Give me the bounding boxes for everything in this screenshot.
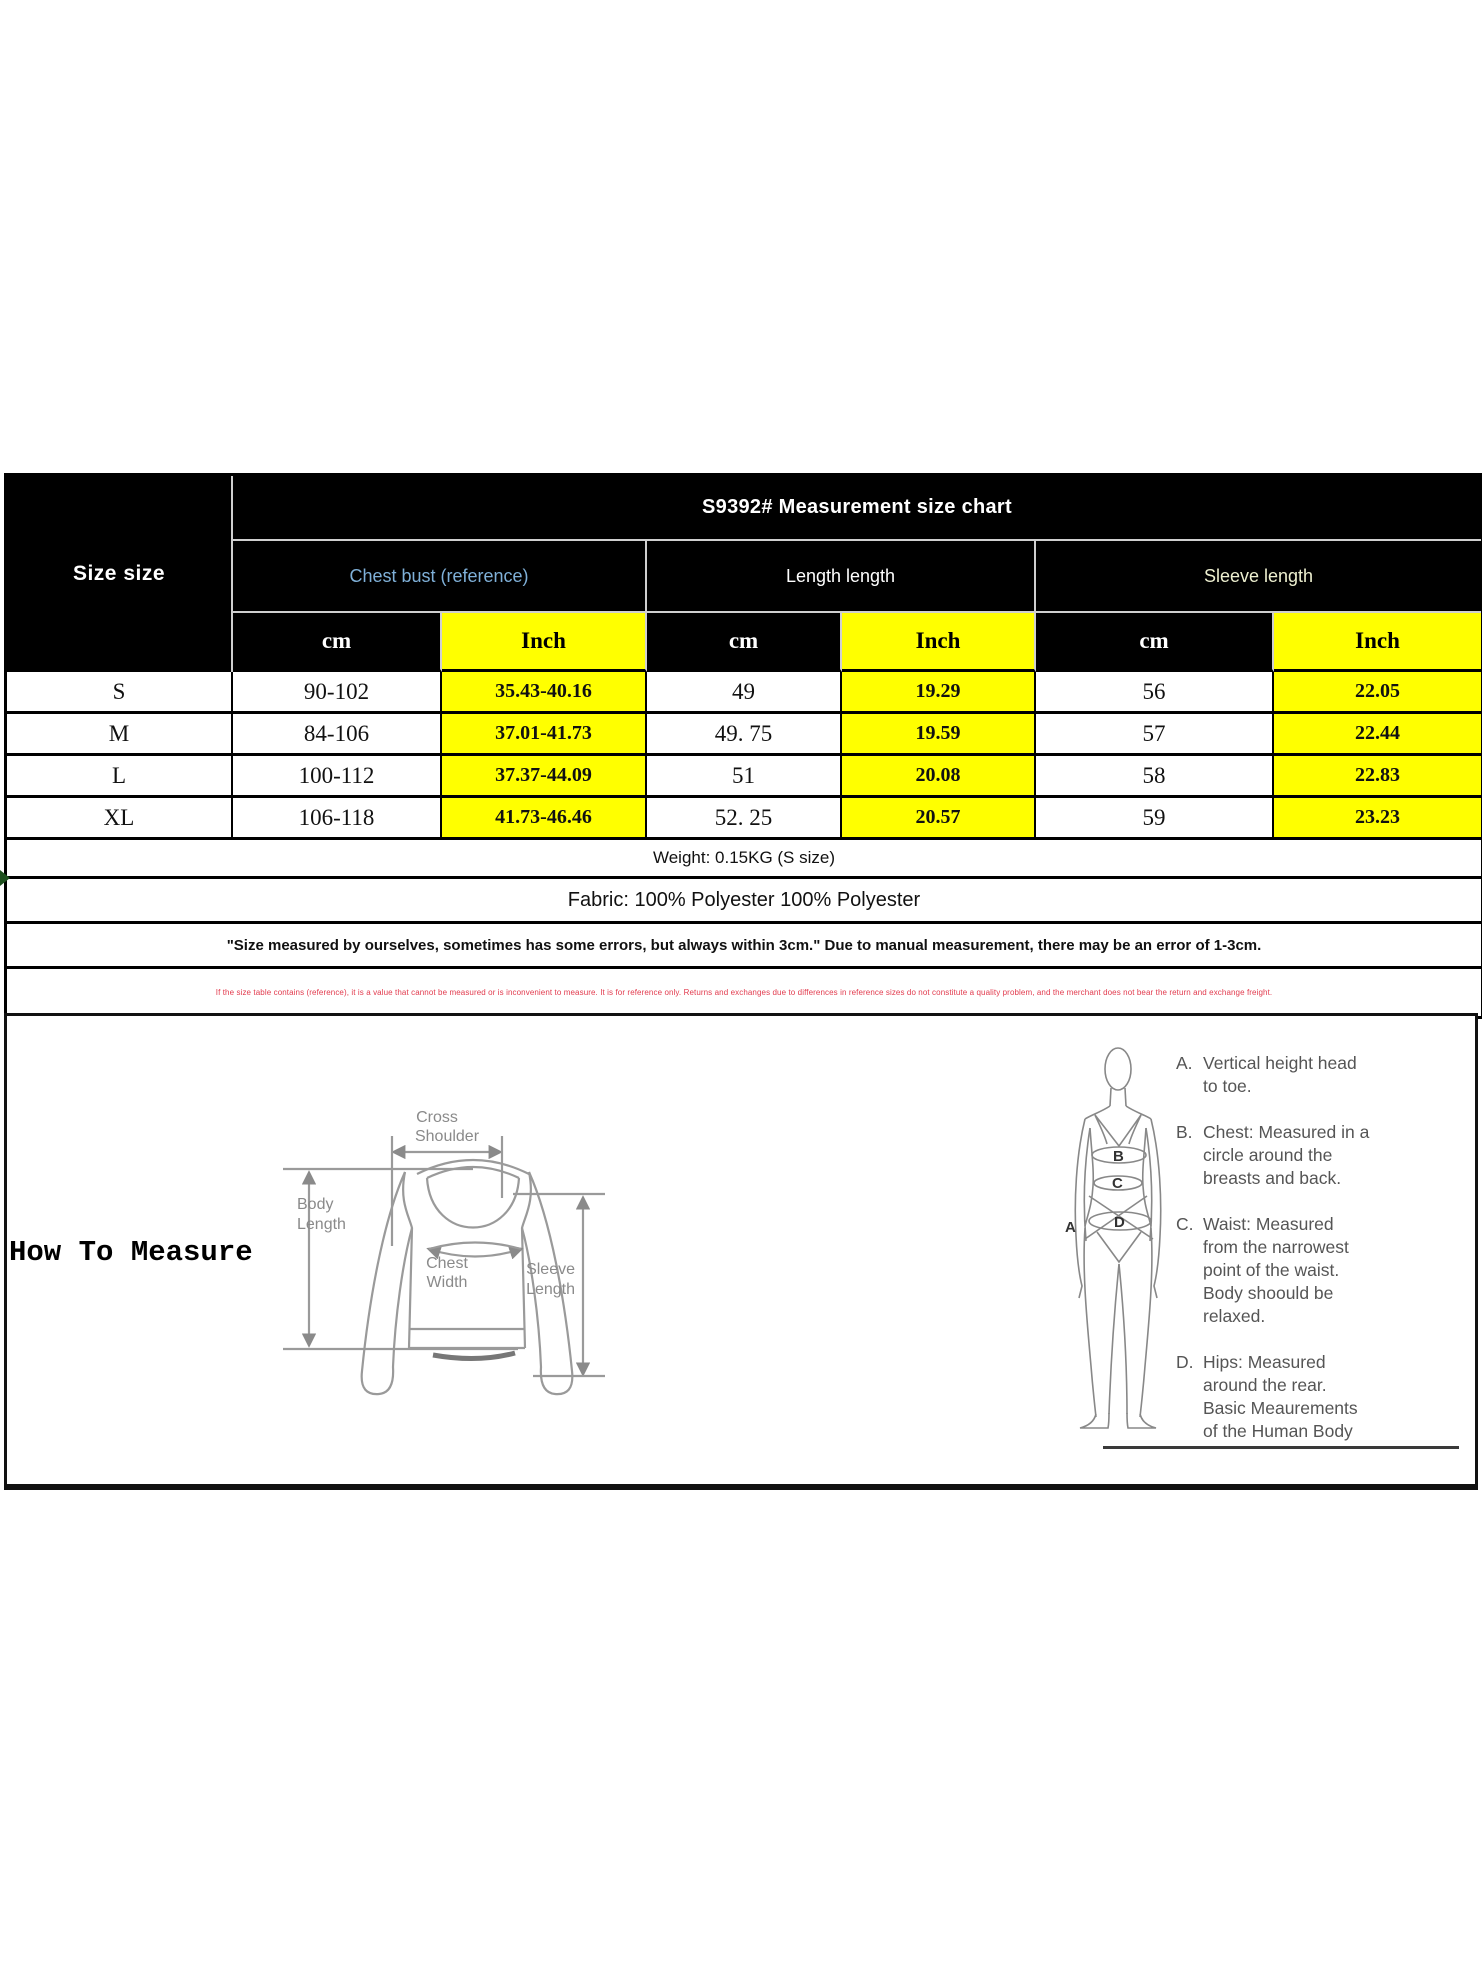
table-cell: 57 [1036,714,1274,756]
fabric-note: Fabric: 100% Polyester 100% Polyester [7,879,1481,924]
body-length-label: Length [297,1216,346,1233]
table-cell: 22.44 [1274,714,1481,756]
body-outline [1075,1048,1160,1428]
table-cell-size: S [7,672,233,714]
table-cell: 23.23 [1274,798,1481,840]
group-header-sleeve: Sleeve length [1036,541,1481,613]
table-cell-size: XL [7,798,233,840]
table-cell: 51 [647,756,842,798]
table-title: S9392# Measurement size chart [233,476,1481,541]
unit-header-inch: Inch [842,613,1036,672]
green-wedge-marker [0,870,10,886]
cross-shoulder-label: Cross [416,1109,458,1126]
table-cell: 59 [1036,798,1274,840]
table-cell: 90-102 [233,672,442,714]
cross-shoulder-label: Shoulder [414,1128,480,1145]
unit-header-cm: cm [233,613,442,672]
size-column-header: Size size [7,476,233,672]
group-header-length: Length length [647,541,1036,613]
table-cell: 20.08 [842,756,1036,798]
table-cell: 84-106 [233,714,442,756]
table-cell: 22.05 [1274,672,1481,714]
instruction-item-d [1176,1351,1461,1443]
table-cell: 41.73-46.46 [442,798,647,840]
table-cell: 22.83 [1274,756,1481,798]
how-to-measure-heading: How To Measure [9,1236,253,1269]
instruction-letter: D. [1176,1352,1194,1372]
instruction-item-b [1176,1121,1461,1190]
table-cell: 58 [1036,756,1274,798]
instruction-letter: B. [1176,1122,1193,1142]
table-cell: 37.01-41.73 [442,714,647,756]
table-cell: 35.43-40.16 [442,672,647,714]
measurement-size-table [4,473,1482,1019]
table-cell: 49. 75 [647,714,842,756]
unit-header-cm: cm [647,613,842,672]
table-cell-size: L [7,756,233,798]
table-cell: 49 [647,672,842,714]
table-cell: 100-112 [233,756,442,798]
figure-letter-d: D [1114,1214,1125,1231]
instruction-text: Hips: Measured around the rear. Basic Meaurements of the Human Body [1203,1352,1358,1441]
chest-width-label: Width [426,1274,468,1291]
how-to-measure-section [4,1013,1478,1490]
sleeve-length-label: Sleeve [526,1261,575,1278]
sleeve-length-label: Length [526,1281,575,1298]
unit-header-cm: cm [1036,613,1274,672]
chest-width-label: Chest [426,1255,468,1272]
instruction-text: Chest: Measured in a circle around the breasts and back. [1203,1122,1370,1188]
fine-print-note: If the size table contains (reference), it is a value that cannot be measured or is inconvenient to measure. It is for reference only. Returns and exchanges due to differences in reference sizes do not constitute a quality problem, and the merchant does not bear the return and exchange freight. [7,969,1481,1016]
weight-note: Weight: 0.15KG (S size) [7,840,1481,879]
table-cell: 106-118 [233,798,442,840]
table-cell: 20.57 [842,798,1036,840]
unit-header-inch: Inch [1274,613,1481,672]
table-cell: 19.59 [842,714,1036,756]
instruction-item-a [1176,1052,1461,1098]
figure-letter-c: C [1112,1175,1123,1192]
instruction-item-c [1176,1213,1461,1328]
instruction-text: Waist: Measured from the narrowest point of the waist. Body shoould be relaxed. [1203,1214,1349,1326]
instruction-letter: A. [1176,1053,1193,1073]
body-length-label: Body [297,1196,334,1213]
unit-header-inch: Inch [442,613,647,672]
table-cell: 37.37-44.09 [442,756,647,798]
instruction-text: Vertical height head to toe. [1203,1053,1357,1096]
table-cell: 56 [1036,672,1274,714]
measure-instructions [1176,1052,1461,1466]
instruction-letter: C. [1176,1214,1194,1234]
figure-underline [1103,1446,1459,1449]
table-cell: 52. 25 [647,798,842,840]
figure-letter-a: A [1065,1219,1076,1236]
figure-letter-b: B [1113,1148,1124,1165]
table-cell: 19.29 [842,672,1036,714]
table-cell-size: M [7,714,233,756]
group-header-chest: Chest bust (reference) [233,541,647,613]
measurement-disclaimer: "Size measured by ourselves, sometimes has some errors, but always within 3cm." Due to manual measurement, there may be an error of 1-3cm. [7,924,1481,969]
garment-measure-diagram [233,1076,653,1416]
